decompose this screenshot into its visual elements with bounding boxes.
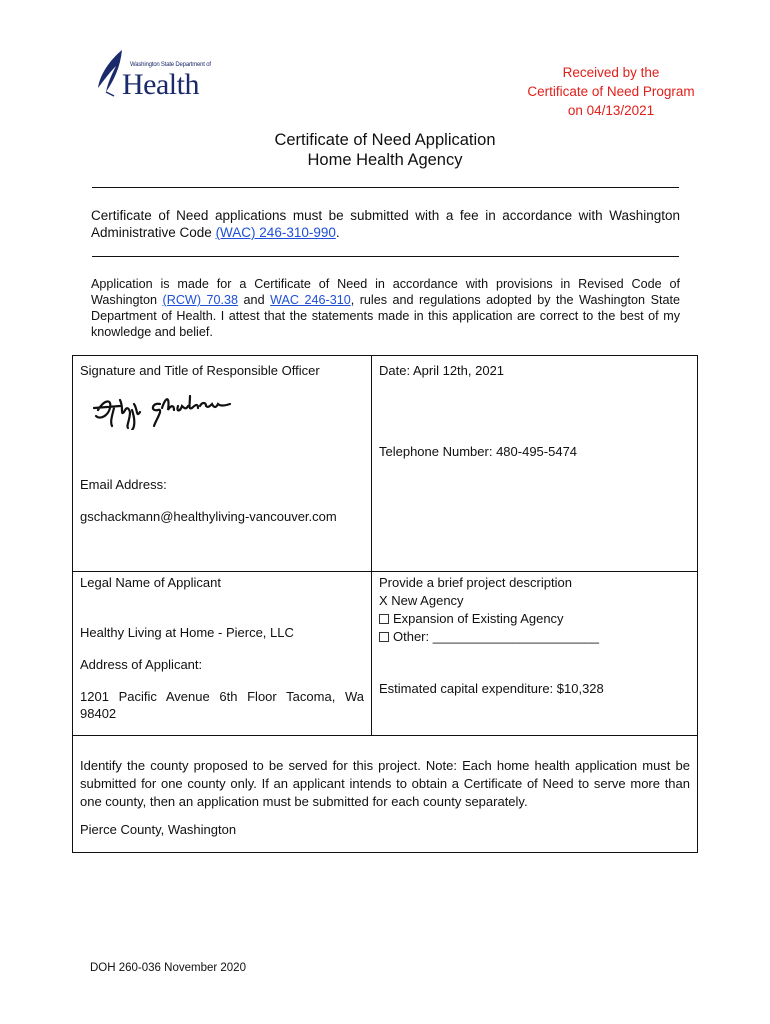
received-stamp <box>496 63 726 120</box>
doh-logo <box>92 46 222 106</box>
legal-name-label: Legal Name of Applicant <box>80 575 221 590</box>
statement-text-3: , rules and regulations adopted by the Washington State Department of Health. I attest that the statements made in this application are correct to the best of my knowledge and belief. <box>91 293 680 339</box>
signature-label: Signature and Title of Responsible Officer <box>80 363 320 378</box>
option-new-agency: X New Agency <box>379 593 464 608</box>
fee-notice-text: Certificate of Need applications must be submitted with a fee in accordance with Washington Administrative Code <box>91 208 680 240</box>
project-description-label: Provide a brief project description <box>379 575 572 590</box>
address-value: 1201 Pacific Avenue 6th Floor Tacoma, Wa 98402 <box>80 689 364 721</box>
logo-org-line: Washington State Department of <box>130 62 211 68</box>
form-footer: DOH 260-036 November 2020 <box>90 962 246 974</box>
divider <box>92 187 679 188</box>
checkbox-icon[interactable] <box>379 632 389 642</box>
received-line-3: on 04/13/2021 <box>567 103 655 118</box>
wac-246-310-link[interactable]: WAC 246-310 <box>270 293 351 307</box>
statement-text-1: Application is made for a Certificate of Need in accordance with provisions in Revised Code of Washington <box>91 277 680 307</box>
statement-text-2: and <box>238 293 271 307</box>
capital-expenditure: Estimated capital expenditure: $10,328 <box>379 681 604 696</box>
row-divider <box>72 735 698 736</box>
wac-link[interactable]: (WAC) 246-310-990 <box>215 225 336 240</box>
county-instructions: Identify the county proposed to be served for this project. Note: Each home health application must be submitted for one county only. If an applicant intends to obtain a Certificate of Need to serve more than one county, then an application must be submitted for each county separately. <box>80 758 690 809</box>
rcw-link[interactable]: (RCW) 70.38 <box>162 293 239 307</box>
logo-word: Health <box>122 68 199 101</box>
application-statement <box>91 276 680 340</box>
address-label: Address of Applicant: <box>80 657 203 672</box>
fee-notice-end: . <box>335 225 340 240</box>
telephone-value: Telephone Number: 480-495-5474 <box>379 444 578 459</box>
date-value: Date: April 12th, 2021 <box>379 363 505 378</box>
received-line-1: Received by the <box>562 65 660 80</box>
option-other-label: Other: _______________________ <box>393 629 600 644</box>
option-other <box>379 628 599 645</box>
row-divider <box>72 571 698 572</box>
checkbox-icon[interactable] <box>379 614 389 624</box>
legal-name-value: Healthy Living at Home - Pierce, LLC <box>80 625 294 640</box>
email-label: Email Address: <box>80 477 167 492</box>
column-divider <box>371 355 372 736</box>
option-expansion <box>379 610 564 627</box>
title-line-1: Certificate of Need Application <box>274 131 496 149</box>
county-value: Pierce County, Washington <box>80 822 237 837</box>
email-value: gschackmann@healthyliving-vancouver.com <box>80 509 337 524</box>
fee-notice <box>91 207 680 241</box>
divider <box>92 256 679 257</box>
received-line-2: Certificate of Need Program <box>527 84 695 99</box>
document-title <box>0 130 770 170</box>
option-expansion-label: Expansion of Existing Agency <box>393 611 564 626</box>
title-line-2: Home Health Agency <box>307 151 463 169</box>
signature-image <box>90 386 250 430</box>
